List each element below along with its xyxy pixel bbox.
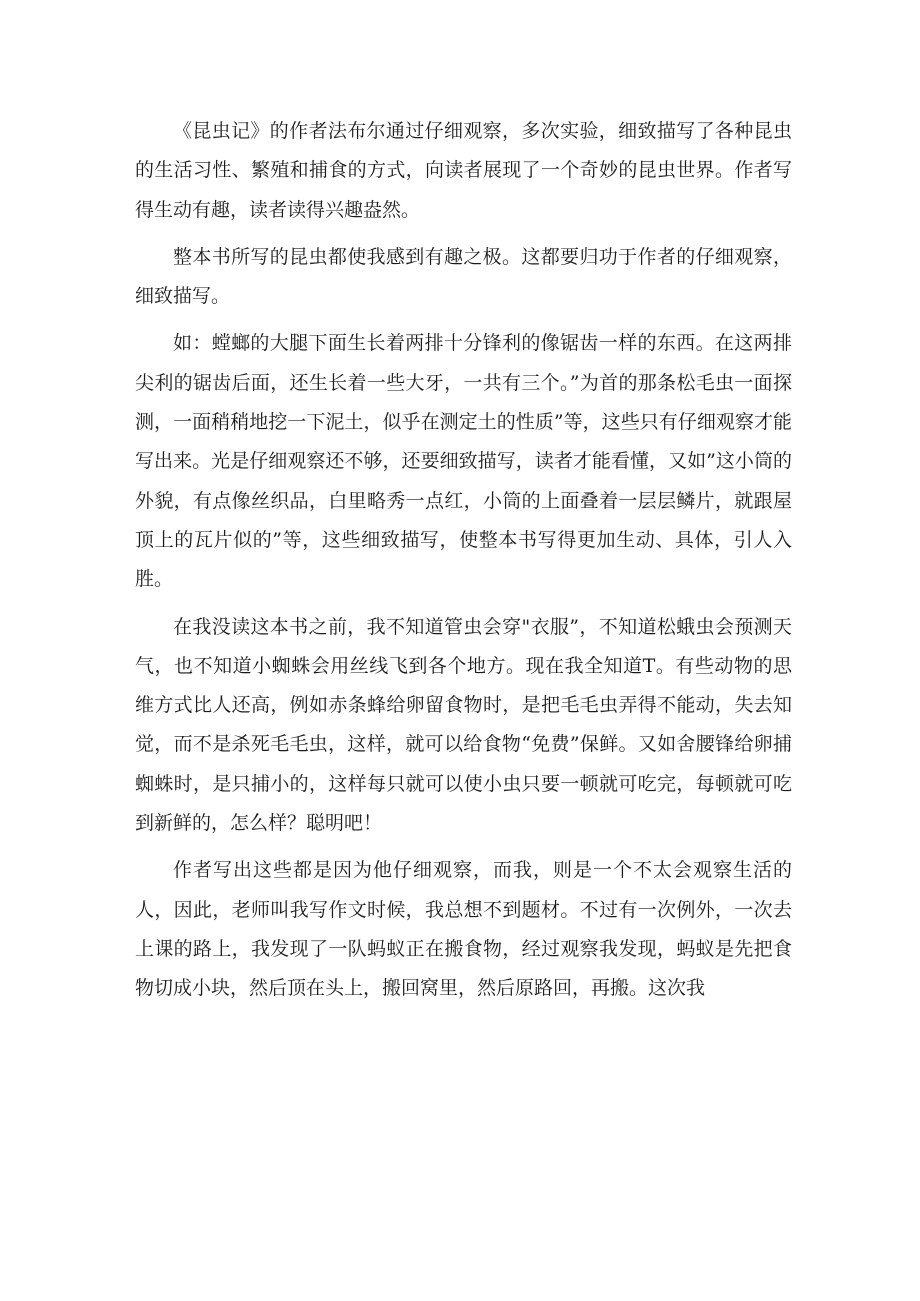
document-body (135, 112, 792, 1017)
paragraph-5: 作者写出这些都是因为他仔细观察，而我，则是一个不太会观察生活的人，因此，老师叫我写作文时候，我总想不到题材。不过有一次例外，一次去上课的路上，我发现了一队蚂蚁正在搬食物，经过观察我发现，蚂蚁是先把食物切成小块，然后顶在头上，搬回窝里，然后原路回，再搬。这次我 (135, 859, 792, 1000)
paragraph-3: 如：螳螂的大腿下面生长着两排十分锋利的像锯齿一样的东西。在这两排尖利的锯齿后面，还生长着一些大牙，一共有三个。”为首的那条松毛虫一面探测，一面稍稍地挖一下泥土，似乎在测定土的性质”等，这些只有仔细观察才能写出来。光是仔细观察还不够，还要细致描写，读者才能看懂，又如”这小筒的外貌，有点像丝织品，白里略秀一点红，小筒的上面叠着一层层鳞片，就跟屋顶上的瓦片似的”等，这些细致描写，使整本书写得更加生动、具体，引人入胜。 (135, 332, 792, 591)
paragraph-1: 《昆虫记》的作者法布尔通过仔细观察，多次实验，细致描写了各种昆虫的生活习性、繁殖和捕食的方式，向读者展现了一个奇妙的昆虫世界。作者写得生动有趣，读者读得兴趣盎然。 (135, 120, 792, 221)
paragraph-4: 在我没读这本书之前，我不知道管虫会穿"衣服”，不知道松蛾虫会预测天气，也不知道小蜘蛛会用丝线飞到各个地方。现在我全知道T。有些动物的思维方式比人还高，例如赤条蜂给卵留食物时，是把毛毛虫弄得不能动，失去知觉，而不是杀死毛毛虫，这样，就可以给食物“免费”保鲜。又如舍腰锋给卵捕蜘蛛时，是只捕小的，这样每只就可以使小虫只要一顿就可吃完，每顿就可吃到新鲜的，怎么样？聪明吧！ (135, 615, 792, 835)
paragraph-2: 整本书所写的昆虫都使我感到有趣之极。这都要归功于作者的仔细观察，细致描写。 (135, 245, 792, 308)
